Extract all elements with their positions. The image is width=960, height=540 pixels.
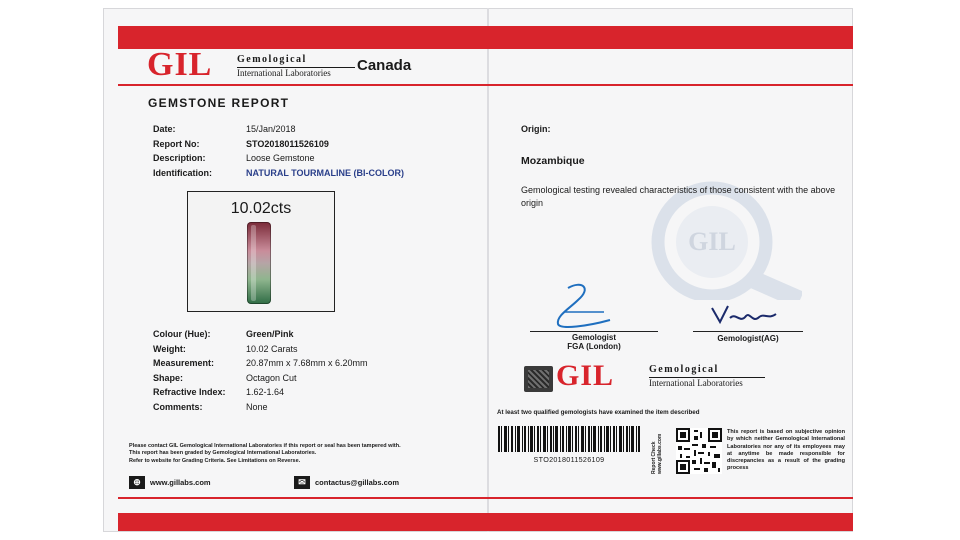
detail-weight: Weight: 10.02 Carats xyxy=(153,343,298,354)
gemologist-signature-1 xyxy=(548,282,620,332)
detail-refractive-index: Refractive Index: 1.62-1.64 xyxy=(153,387,285,398)
footer-red-rule xyxy=(118,497,853,499)
country-label: Canada xyxy=(357,57,412,74)
gil-logo: GIL xyxy=(147,46,213,83)
barcode-number: STO2018011526109 xyxy=(533,455,605,464)
gem-details xyxy=(153,327,368,415)
top-red-band xyxy=(118,26,853,49)
gil-logo-small: GIL xyxy=(556,359,615,392)
gil-logo-text xyxy=(237,54,355,80)
origin-value: Mozambique xyxy=(521,155,585,167)
website-contact[interactable] xyxy=(129,476,211,489)
bottom-red-band xyxy=(118,513,853,531)
gemologist-signature-2 xyxy=(706,302,784,332)
examined-statement: At least two qualified gemologists have examined the item described xyxy=(497,409,700,416)
field-description: Description: Loose Gemstone xyxy=(153,153,315,164)
signature-line-1 xyxy=(530,331,658,332)
origin-note: Gemological testing revealed characteristics of those consistent with the above origin xyxy=(521,185,836,208)
origin-label: Origin: xyxy=(521,124,551,134)
detail-comments: Comments: None xyxy=(153,401,268,412)
field-date: Date: 15/Jan/2018 xyxy=(153,124,296,134)
logo-labs: International Laboratories xyxy=(237,68,331,78)
header-red-rule xyxy=(118,84,853,86)
gil-logo-small-text xyxy=(649,364,765,390)
tamper-disclaimer: Please contact GIL Gemological International Laboratories if this report or seal has been tampered with. This report has been graded by Gemological International Laboratories. Refer to website for Grading Criteria. See Limitations on Reverse. xyxy=(129,443,401,464)
logo-small-gemological: Gemological xyxy=(649,364,719,375)
report-fields xyxy=(153,122,404,180)
logo-small-labs: International Laboratories xyxy=(649,378,743,388)
website-link[interactable]: www.gillabs.com xyxy=(150,478,211,487)
detail-measurement: Measurement: 20.87mm x 7.68mm x 6.20mm xyxy=(153,358,368,369)
field-report-no: Report No: STO2018011526109 xyxy=(153,138,329,149)
signature-line-2 xyxy=(693,331,803,332)
hologram-seal xyxy=(524,366,553,392)
gemstone-photo-box xyxy=(187,191,335,312)
signature-label-2: Gemologist(AG) xyxy=(717,334,779,343)
report-title: GEMSTONE REPORT xyxy=(148,96,290,110)
fold-line xyxy=(487,8,489,532)
grading-disclaimer: This report is based on subjective opinion by which neither Gemological International Laboratories nor any of its employees may at anytime be made responsible for discrepancies as a result of the grading process xyxy=(727,429,845,472)
photo-caption: 10.02cts xyxy=(230,200,292,217)
qr-code-icon[interactable] xyxy=(676,428,722,474)
field-identification: Identification: NATURAL TOURMALINE (BI-COLOR) xyxy=(153,167,404,178)
globe-icon: ⊕ xyxy=(129,476,145,489)
signature-label-1: Gemologist FGA (London) xyxy=(567,333,621,351)
logo-gemological: Gemological xyxy=(237,54,307,65)
detail-colour: Colour (Hue): Green/Pink xyxy=(153,329,294,339)
watermark-text: GIL xyxy=(688,227,736,256)
detail-shape: Shape: Octagon Cut xyxy=(153,372,297,383)
envelope-icon: ✉ xyxy=(294,476,310,489)
barcode-icon xyxy=(498,426,640,452)
gemstone-image xyxy=(247,222,271,304)
email-contact[interactable] xyxy=(294,476,399,489)
email-link[interactable]: contactus@gillabs.com xyxy=(315,478,399,487)
report-check-label: Report Check www.gillabs.com xyxy=(651,433,663,474)
